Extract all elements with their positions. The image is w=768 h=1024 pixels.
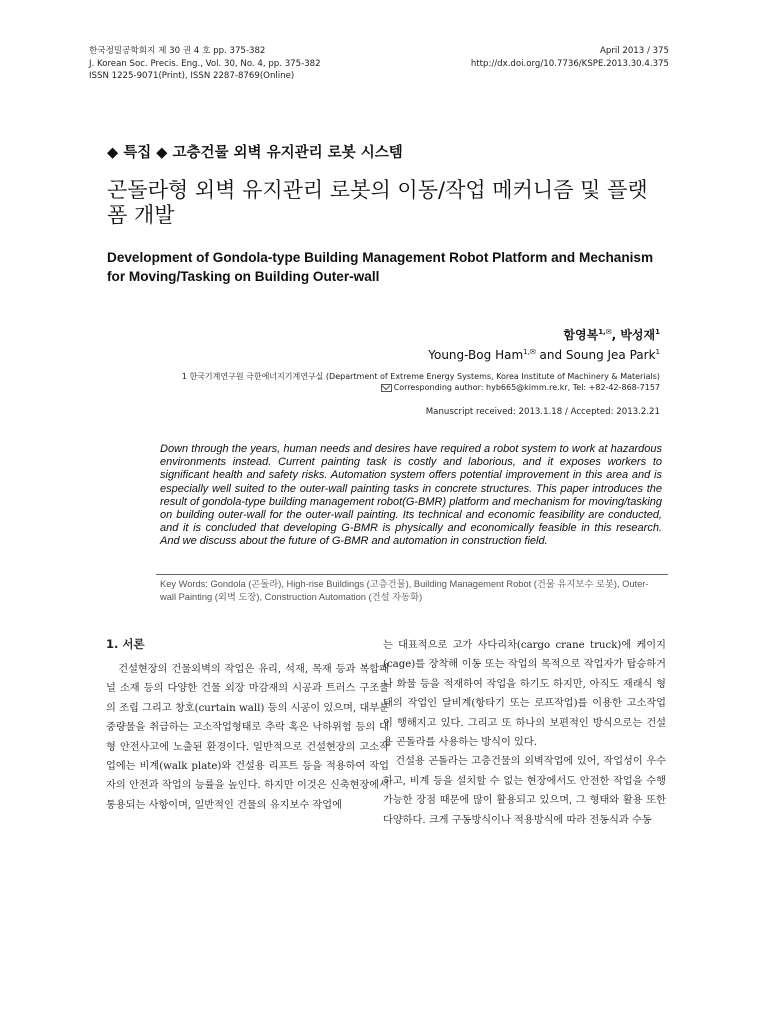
author-affil-mark: 1,✉: [598, 328, 612, 336]
author-name: 함영복: [563, 328, 599, 342]
body-column-right: [383, 636, 666, 830]
journal-header-left: [89, 45, 321, 83]
body-paragraph: 는 대표적으로 고가 사다리차(cargo crane truck)에 케이지(cage)를 장착해 이동 또는 작업의 목적으로 작업자가 탑승하거나 화물 등을 적재하여 작업을 하기도 하지만, 아직도 재래식 형태의 작업인 달비계(항타기 또는 로프작업)를 이용한 고소작업이 행해지고 있다. 그리고 또 하나의 보편적인 방식으로는 건설용 곤돌라를 사용하는 방식이 있다.: [383, 640, 666, 749]
special-issue-tag: ◆ 특집 ◆ 고층건물 외벽 유지관리 로봇 시스템: [107, 145, 403, 161]
section-heading-introduction: 1. 서론: [106, 637, 145, 651]
author-name: 박성재: [620, 328, 656, 342]
author-affil-mark: 1: [655, 348, 660, 356]
affiliation-line: 1 한국기계연구원 극한에너지기계연구실 (Department of Extreme Energy Systems, Korea Institute of Machinery & Materials): [181, 372, 660, 381]
authors-english: [428, 344, 660, 364]
journal-issn: ISSN 1225-9071(Print), ISSN 2287-8769(Online): [89, 71, 295, 81]
corresponding-author-text: Corresponding author: hyb665@kimm.re.kr, Tel: +82-42-868-7157: [393, 383, 660, 392]
issue-date-page: April 2013 / 375: [599, 46, 669, 56]
author-name: Young-Bog Ham: [428, 348, 524, 362]
doi-link[interactable]: http://dx.doi.org/10.7736/KSPE.2013.30.4.375: [470, 58, 669, 69]
affiliation-block: [182, 371, 660, 393]
author-separator: ,: [611, 328, 621, 342]
corresponding-author: [182, 382, 660, 393]
keywords-divider: [156, 574, 668, 575]
paper-title-english: Development of Gondola-type Building Management Robot Platform and Mechanism for Moving/Tasking on Building Outer-wall: [107, 250, 654, 284]
author-affil-mark: 1: [655, 328, 660, 336]
journal-header-right: [471, 45, 669, 70]
body-column-left: [106, 636, 389, 815]
keywords-block: [160, 578, 660, 604]
body-paragraph: 건설용 곤돌라는 고층건물의 외벽작업에 있어, 작업성이 우수하고, 비계 등을 설치할 수 없는 현장에서도 안전한 작업을 수행 가능한 장점 때문에 많이 활용되고 있으며, 그 형태와 활용 또한 다양하다. 크게 구동방식이나 적용방식에 따라 전동식과 수동: [383, 756, 666, 826]
body-paragraph: 건설현장의 건물외벽의 작업은 유리, 석재, 목재 등과 복합패널 소재 등의 다양한 건물 외장 마감재의 시공과 트러스 구조물의 조립 그리고 창호(curtain wall) 등의 시공이 있으며, 대부분 중량물을 취급하는 고소작업형태로 추락 혹은 낙하위험 등의 대형 안전사고에 노출된 환경이다. 일반적으로 건설현장의 고소작업에는 비계(walk plate)와 건설용 리프트 등을 적용하여 작업자의 안전과 작업의 능률을 높인다. 하지만 이것은 신축현장에서 통용되는 사항이며, 일반적인 건물의 유지보수 작업에: [106, 664, 389, 811]
paper-title-korean: 곤돌라형 외벽 유지관리 로봇의 이동/작업 메커니즘 및 플랫폼 개발: [107, 178, 648, 227]
journal-citation-ko: 한국정밀공학회지 제 30 권 4 호 pp. 375-382: [89, 46, 266, 56]
abstract-text: Down through the years, human needs and desires have required a robot system to work at hazardous environments instead. Current painting task is costly and laborious, and it exposes workers to significant health and safety risks. Automation system offers potential improvement in this area and is especially well suited to the outer-wall painting tasks in concrete structures. This paper introduces the result of gondola-type building management robot(G-BMR) platform and mechanism for moving/tasking on building outer-wall for the outer-wall painting. Its technical and economic feasibility are conducted, and it is concluded that developing G-BMR is physically and economically feasible in this research. And we discuss about the future of G-BMR and automation in construction field.: [160, 443, 662, 548]
author-name: Soung Jea Park: [565, 348, 656, 362]
author-block: [428, 324, 660, 364]
keywords-label: Key Words:: [160, 579, 211, 589]
mail-icon: [381, 384, 392, 392]
authors-korean: [428, 324, 660, 344]
manuscript-dates: Manuscript received: 2013.1.18 / Accepted: 2013.2.21: [425, 407, 660, 417]
keywords-text: Gondola (곤돌라), High-rise Buildings (고층건물), Building Management Robot (건물 유지보수 로봇), Outer-wall Painting (외벽 도장), Construction Automation (건설 자동화): [160, 579, 649, 602]
author-affil-mark: 1,✉: [523, 348, 536, 356]
author-conjunction: and: [535, 348, 566, 362]
journal-citation-en: J. Korean Soc. Precis. Eng., Vol. 30, No. 4, pp. 375-382: [89, 58, 321, 69]
